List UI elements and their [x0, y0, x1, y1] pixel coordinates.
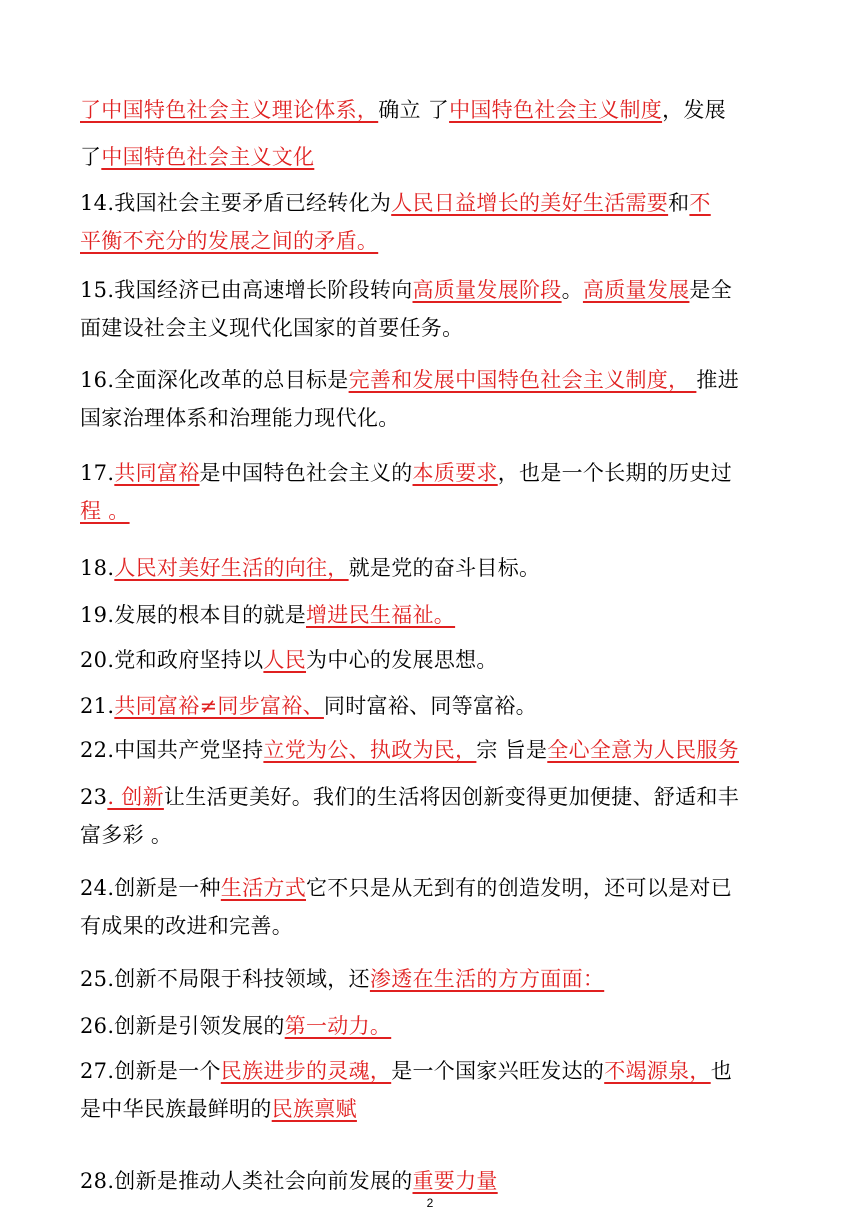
body-text: 15.我国经济已由高速增长阶段转向: [80, 278, 413, 302]
text-line: [80, 276, 732, 304]
body-text: 14.我国社会主要矛盾已经转化为: [80, 191, 392, 215]
body-text: 了: [80, 145, 102, 169]
highlighted-answer: 第一动力。: [284, 1014, 392, 1038]
highlighted-answer: 中国特色社会主义文化: [101, 145, 315, 169]
text-line: [80, 912, 293, 940]
body-text: ，发展: [662, 98, 726, 122]
body-text: 25.创新不局限于科技领域，还: [80, 967, 370, 991]
text-line: [80, 783, 739, 811]
body-text: 27.创新是一个: [80, 1059, 221, 1083]
body-text: 是中华民族最鲜明的: [80, 1097, 272, 1121]
highlighted-answer: 了中国特色社会主义理论体系，: [80, 98, 379, 122]
body-text: 同时富裕、同等富裕。: [323, 694, 537, 718]
highlighted-answer: 重要力量: [412, 1169, 498, 1193]
text-line: [80, 736, 739, 764]
body-text: 21.: [80, 694, 115, 718]
text-line: [80, 874, 732, 902]
body-text: 是全: [689, 278, 733, 302]
body-text: 28.创新是推动人类社会向前发展的: [80, 1169, 413, 1193]
body-text: 是中国特色社会主义的: [199, 461, 413, 485]
body-text: 国家治理体系和治理能力现代化。: [80, 406, 400, 430]
highlighted-answer: 增进民生福祉。: [306, 603, 456, 627]
text-line: [80, 143, 314, 171]
body-text: 。: [561, 278, 583, 302]
highlighted-answer: 人民: [263, 648, 307, 672]
highlighted-answer: 人民对美好生活的向往，: [114, 556, 349, 580]
text-line: [80, 459, 732, 487]
highlighted-answer: 共同富裕: [114, 461, 200, 485]
body-text: 24.创新是一种: [80, 876, 221, 900]
body-text: 为中心的发展思想。: [306, 648, 498, 672]
highlighted-answer: 本质要求: [412, 461, 498, 485]
body-text: 20.党和政府坚持以: [80, 648, 264, 672]
body-text: 就是党的奋斗目标。: [348, 556, 541, 580]
highlighted-answer: 民族禀赋: [271, 1097, 357, 1121]
text-line: [80, 227, 378, 255]
body-text: 是一个国家兴旺发达的: [391, 1059, 605, 1083]
highlighted-answer: 中国特色社会主义制度: [449, 98, 663, 122]
body-text: 宗 旨是: [476, 738, 548, 762]
highlighted-answer: 全心全意为人民服务: [547, 738, 739, 762]
highlighted-answer: 不: [689, 191, 711, 215]
text-line: [80, 189, 711, 217]
highlighted-answer: 民族进步的灵魂，: [220, 1059, 392, 1083]
highlighted-answer: . 创新: [107, 785, 164, 809]
body-text: 19.发展的根本目的就是: [80, 603, 306, 627]
text-line: [80, 497, 130, 525]
highlighted-answer: 共同富裕≠同步富裕、: [114, 694, 324, 718]
body-text: 确立 了: [378, 98, 450, 122]
text-line: [80, 96, 726, 124]
highlighted-answer: 高质量发展: [582, 278, 690, 302]
body-text: 17.: [80, 461, 115, 485]
highlighted-answer: 完善和发展中国特色社会主义制度，: [348, 368, 697, 392]
highlighted-answer: 不竭源泉，: [604, 1059, 711, 1083]
body-text: 有成果的改进和完善。: [80, 914, 293, 938]
text-line: [80, 965, 604, 993]
highlighted-answer: 高质量发展阶段: [412, 278, 562, 302]
text-line: [80, 692, 537, 720]
body-text: 16.全面深化改革的总目标是: [80, 368, 349, 392]
text-line: [80, 404, 400, 432]
text-line: [80, 366, 739, 394]
text-line: [80, 554, 540, 582]
body-text: 让生活更美好。我们的生活将因创新变得更加便捷、舒适和丰: [163, 785, 739, 809]
text-line: [80, 646, 498, 674]
body-text: ，也是一个长期的历史过: [497, 461, 733, 485]
text-line: [80, 1012, 391, 1040]
body-text: 22.中国共产党坚持: [80, 738, 264, 762]
highlighted-answer: 立党为公、执政为民，: [263, 738, 477, 762]
text-line: [80, 1095, 357, 1123]
body-text: 它不只是从无到有的创造发明，还可以是对已: [306, 876, 732, 900]
body-text: 面建设社会主义现代化国家的首要任务。: [80, 316, 464, 340]
body-text: 也: [710, 1059, 733, 1083]
highlighted-answer: 程 。: [80, 499, 130, 523]
highlighted-answer: 生活方式: [220, 876, 306, 900]
text-line: [80, 601, 455, 629]
body-text: 26.创新是引领发展的: [80, 1014, 285, 1038]
page-number: 2: [426, 1196, 434, 1210]
highlighted-answer: 人民日益增长的美好生活需要: [391, 191, 669, 215]
highlighted-answer: 渗透在生活的方方面面：: [369, 967, 605, 991]
text-line: [80, 314, 463, 342]
text-line: [80, 1057, 732, 1085]
text-line: [80, 1167, 498, 1195]
body-text: 富多彩 。: [80, 823, 173, 847]
body-text: 推进: [696, 368, 739, 392]
body-text: 和: [668, 191, 690, 215]
body-text: 23: [80, 785, 108, 809]
text-line: [80, 821, 172, 849]
body-text: 18.: [80, 556, 115, 580]
highlighted-answer: 平衡不充分的发展之间的矛盾。: [80, 229, 379, 253]
